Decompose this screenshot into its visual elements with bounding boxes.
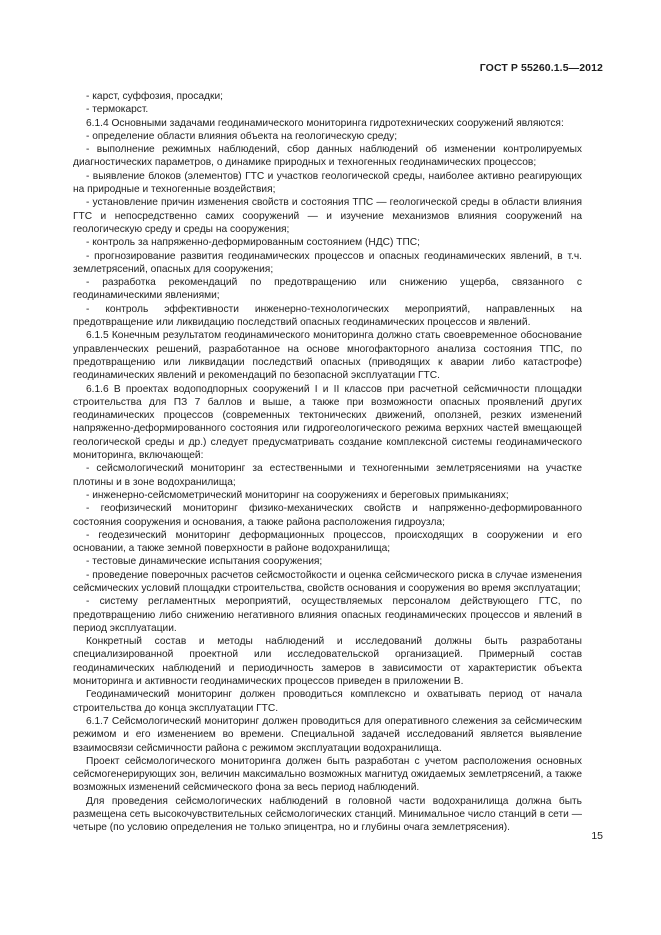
paragraph: - проведение поверочных расчетов сейсмостойкости и оценка сейсмического риска в случае изменения сейсмических условий площадки строительства, свойств основания и сооружения во время эксплуатации; [73,569,582,594]
section-6-1-7: 6.1.7 Сейсмологический мониторинг должен проводиться для оперативного слежения за сейсмическим режимом и его изменением во времени. Специальной задачей исследований является выявление взаимосвязи сейсмичности района с режимом эксплуатации водохранилища. [73,715,582,754]
paragraph: Для проведения сейсмологических наблюдений в головной части водохранилища должна быть размещена сеть высокочувствительных сейсмологических станций. Минимальное число станций в сети — четыре (по условию определения не только эпицентра, но и глубины очага землетрясения). [73,795,582,834]
paragraph: Конкретный состав и методы наблюдений и исследований должны быть разработаны специализированной проектной или исследовательской организацией. Примерный состав геодинамических наблюдений и периодичность замеров в зависимости от характеристик объекта мониторинга и активности геодинамических процессов приведен в приложении В. [73,636,582,688]
document-body [73,90,582,835]
paragraph: - инженерно-сейсмометрический мониторинг на сооружениях и береговых примыканиях; [86,489,509,501]
section-6-1-4: 6.1.4 Основными задачами геодинамического мониторинга гидротехнических сооружений являются: [86,117,564,129]
standard-code: ГОСТ Р 55260.1.5—2012 [479,62,603,74]
paragraph: - сейсмологический мониторинг за естественными и техногенными землетрясениями на участке плотины и в зоне водохранилища; [73,463,582,488]
paragraph: - выявление блоков (элементов) ГТС и участков геологической среды, наиболее активно реагирующих на природные и техногенные воздействия; [73,170,582,196]
paragraph: - разработка рекомендаций по предотвращению или снижению ущерба, связанного с геодинамическими явлениями; [73,277,582,302]
paragraph: - геодезический мониторинг деформационных процессов, происходящих в сооружении и его основании, а также земной поверхности в районе водохранилища; [73,529,582,555]
paragraph: - термокарст. [86,104,149,116]
page-number: 15 [591,830,603,842]
paragraph: - контроль за напряженно-деформированным состоянием (НДС) ТПС; [86,237,420,249]
section-6-1-6: 6.1.6 В проектах водоподпорных сооружений I и II классов при расчетной сейсмичности площадки строительства для ПЗ 7 баллов и выше, а также при возможности опасных проявлений других геодинамических процессов (современных тектонических движений, оползней, резких изменений напряженно-деформированного состояния или гидрогеологического режима верхних частей вмещающей геологической среды и др.) следует предусматривать создание комплексной системы геодинамического мониторинга, включающей: [73,383,582,462]
section-6-1-5: 6.1.5 Конечным результатом геодинамического мониторинга должно стать своевременное обоснование управленческих решений, разработанное на основе многофакторного анализа состояния ТПС, по предотвращению или ликвидации последствий опасных (приводящих к аварии либо катастрофе) геодинамических явлений и рекомендаций по безопасной эксплуатации ГТС. [73,330,582,382]
paragraph: - установление причин изменения свойств и состояния ТПС — геологической среды в области влияния ГТС и непосредственно самих сооружений — и изучение механизмов влияния сооружений на геологическую среду и среды на сооружения; [73,197,582,235]
paragraph: - систему регламентных мероприятий, осуществляемых персоналом действующего ГТС, по предотвращению либо снижению негативного влияния опасных геодинамических процессов и явлений в период эксплуатации. [73,596,582,634]
paragraph: Проект сейсмологического мониторинга должен быть разработан с учетом расположения основных сейсмогенерирующих зон, величин максимально возможных магнитуд ожидаемых землетрясений, а также возможных изменений сейсмического фона за весь период наблюдений. [73,755,582,794]
paragraph: - карст, суффозия, просадки; [86,91,223,102]
paragraph: - контроль эффективности инженерно-технологических мероприятий, направленных на предотвращение или ликвидацию последствий опасных геодинамических процессов и явлений. [73,303,582,329]
paragraph: - прогнозирование развития геодинамических процессов и опасных геодинамических явлений, в т.ч. землетрясений, опасных для сооружения; [73,250,582,275]
paragraph: - тестовые динамические испытания сооружения; [86,556,323,568]
paragraph: - выполнение режимных наблюдений, сбор данных наблюдений об изменении контролируемых диагностических параметров, о динамике природных и техногенных геодинамических процессов; [73,144,582,169]
paragraph: - определение области влияния объекта на геологическую среду; [86,130,398,142]
paragraph: Геодинамический мониторинг должен проводиться комплексно и охватывать период от начала строительства до конца эксплуатации ГТС. [73,689,582,714]
paragraph: - геофизический мониторинг физико-механических свойств и напряженно-деформированного состояния сооружения и основания, а также района расположения гидроузла; [73,503,582,528]
